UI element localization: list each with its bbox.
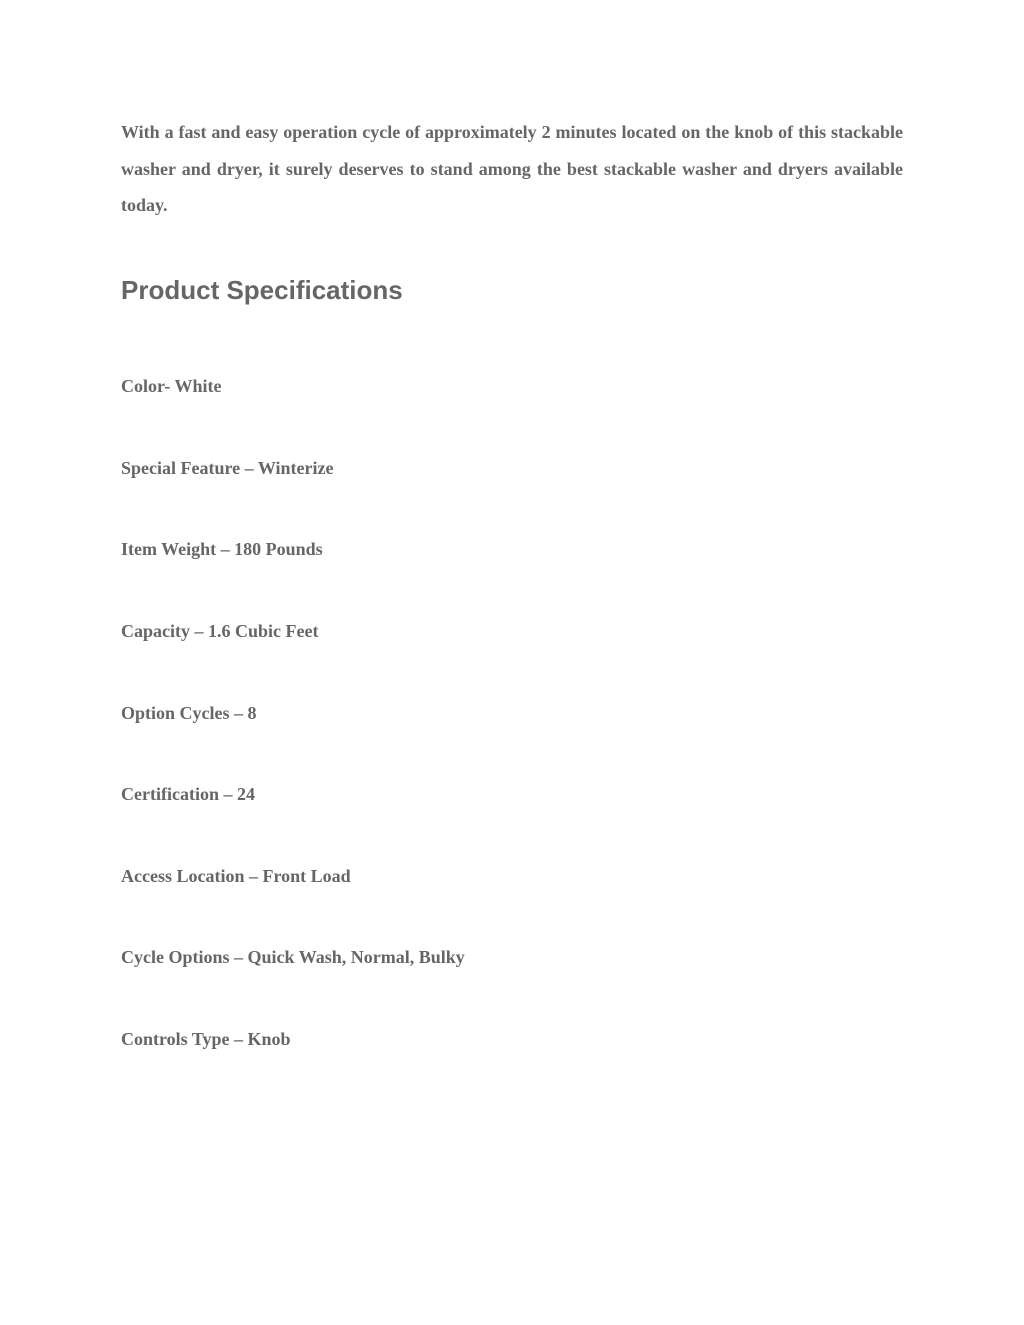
intro-paragraph: With a fast and easy operation cycle of approximately 2 minutes located on the knob of this stackable washer and dryer, it surely deserves to stand among the best stackable washer and dryers available today.: [121, 122, 903, 215]
spec-controls-type: Controls Type – Knob: [121, 1029, 291, 1049]
section-heading: Product Specifications: [121, 275, 403, 305]
spec-capacity: Capacity – 1.6 Cubic Feet: [121, 621, 319, 641]
spec-special-feature: Special Feature – Winterize: [121, 458, 334, 478]
spec-certification: Certification – 24: [121, 784, 255, 804]
spec-item-weight: Item Weight – 180 Pounds: [121, 539, 323, 559]
spec-cycle-options: Cycle Options – Quick Wash, Normal, Bulky: [121, 947, 465, 967]
spec-option-cycles: Option Cycles – 8: [121, 703, 257, 723]
spec-color: Color- White: [121, 376, 222, 396]
spec-access-location: Access Location – Front Load: [121, 866, 351, 886]
